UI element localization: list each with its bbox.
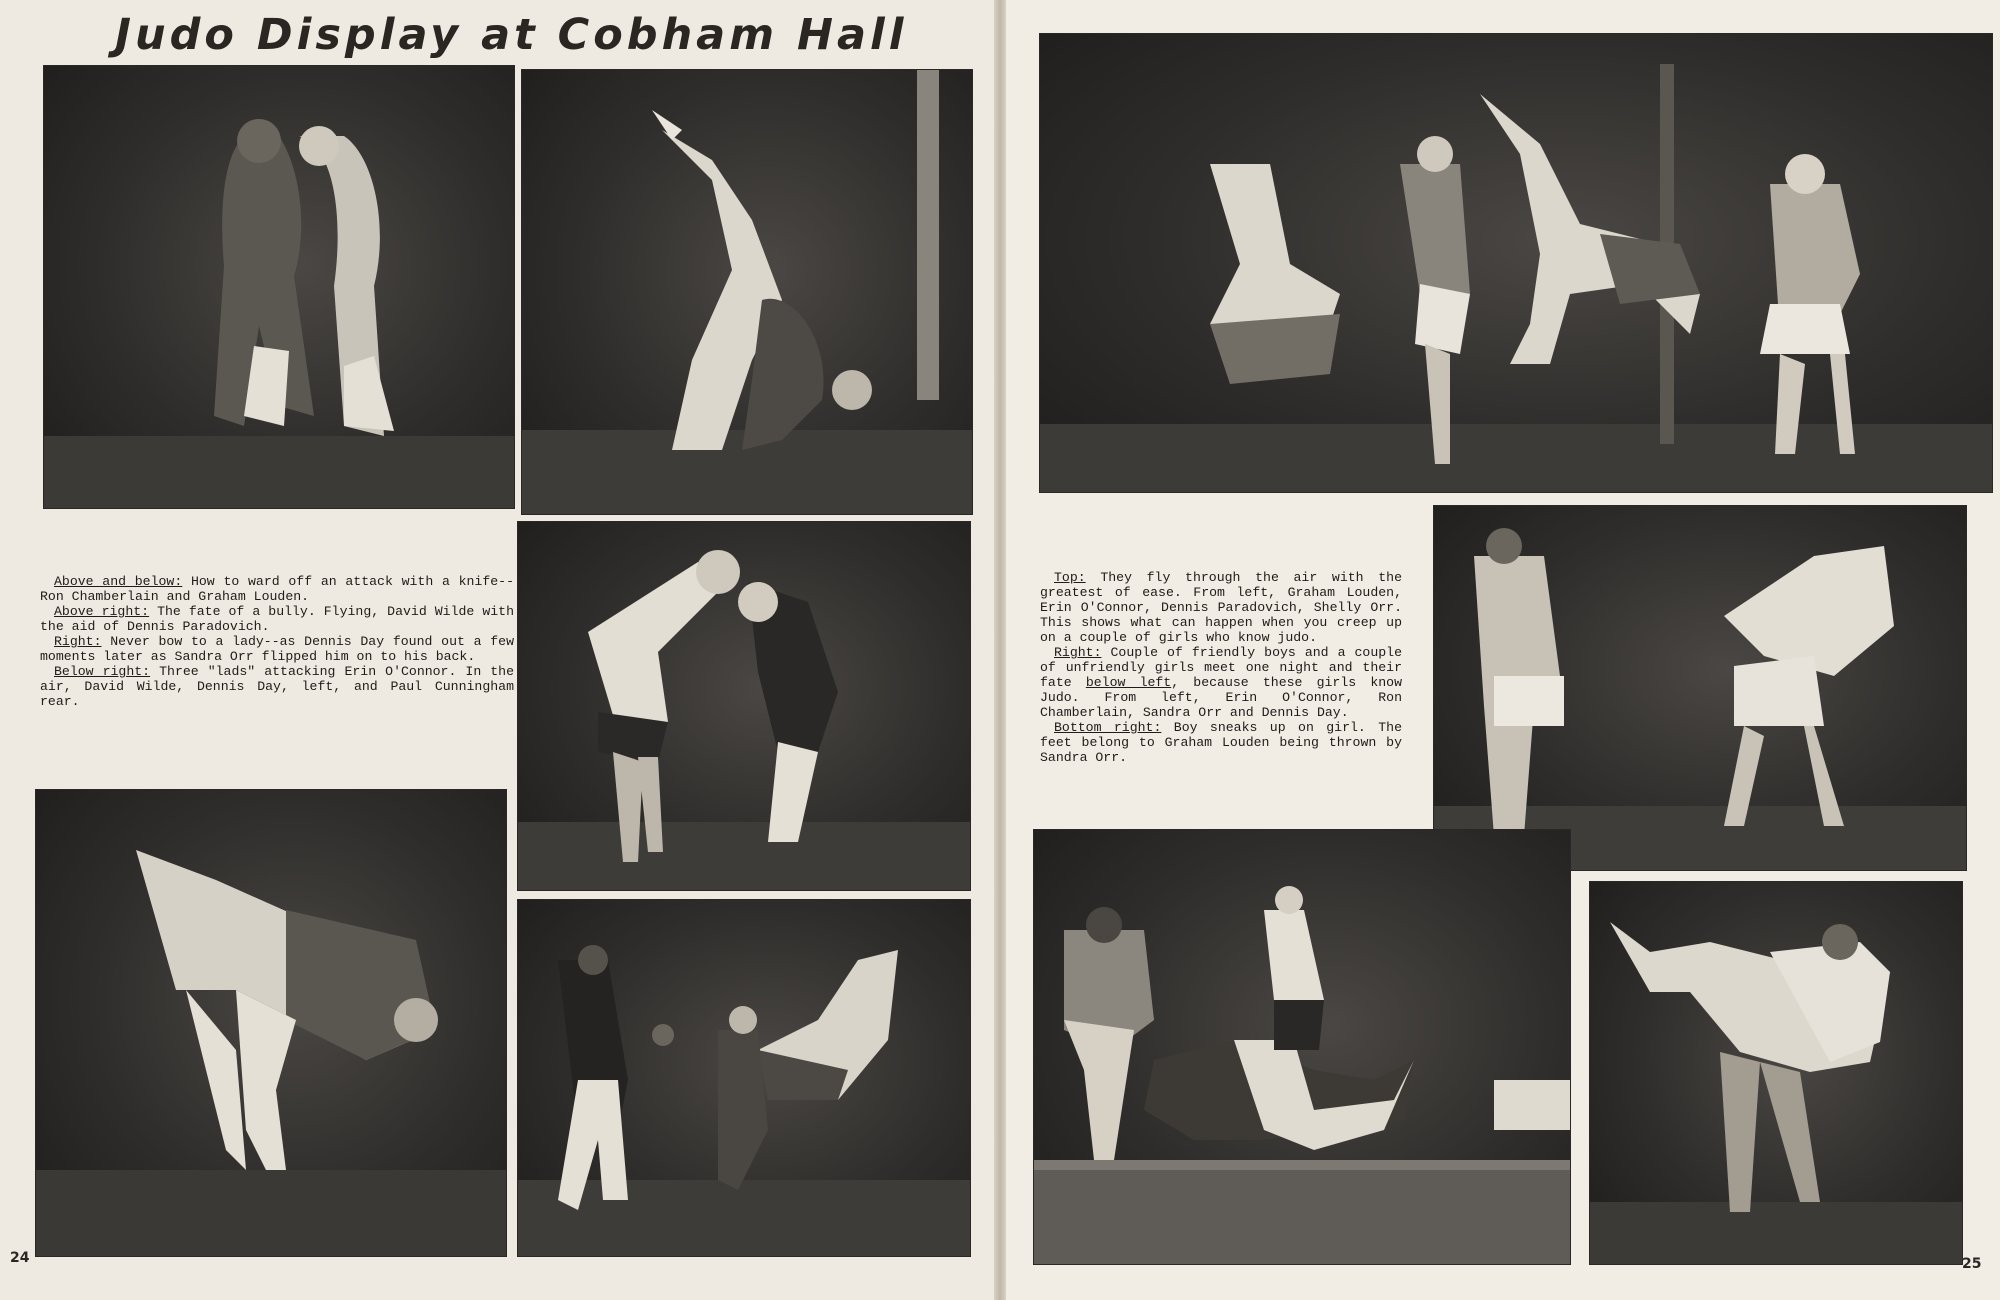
photo-flying-bully (522, 70, 972, 514)
page-number-right: 25 (1962, 1256, 1982, 1272)
page-title: Judo Display at Cobham Hall (115, 10, 908, 60)
caption-paragraph: Above and below: How to ward off an attack with a knife--Ron Chamberlain and Graham Louden. (40, 574, 515, 604)
photo-fly-through-air (1040, 34, 1992, 492)
caption-paragraph: Below right: Three "lads" attacking Erin O'Connor. In the air, David Wilde, Dennis Day, left, and Paul Cunningham rear. (40, 664, 515, 709)
caption-paragraph: Right: Never bow to a lady--as Dennis Day found out a few moments later as Sandra Orr flipped him on to his back. (40, 634, 514, 664)
photo-friendly-boys (1434, 506, 1966, 870)
page-number-left: 24 (10, 1250, 30, 1266)
caption-paragraph: Right: Couple of friendly boys and a couple of unfriendly girls meet one night and their fate below left, because these girls know Judo. From left, Erin O'Connor, Ron Chamberlain, Sandra Orr and Dennis Day. (1040, 645, 1402, 720)
right-caption (1040, 570, 1402, 765)
photo-knife-throw (36, 790, 506, 1256)
page-gutter (994, 0, 1006, 1300)
left-caption (40, 574, 514, 709)
photo-knife-defense (44, 66, 514, 508)
caption-paragraph: Top: They fly through the air with the greatest of ease. From left, Graham Louden, Erin O'Connor, Dennis Paradovich, Shelly Orr. This shows what can happen when you creep up on a couple of girls who know judo. (1040, 570, 1402, 645)
photo-three-lads-attack (518, 900, 970, 1256)
caption-paragraph: Above right: The fate of a bully. Flying, David Wilde with the aid of Dennis Paradovich. (40, 604, 514, 634)
photo-boy-sneaks-up (1590, 882, 1962, 1264)
photo-bow-to-lady (518, 522, 970, 890)
photo-unfriendly-girls (1034, 830, 1570, 1264)
caption-paragraph: Bottom right: Boy sneaks up on girl. The feet belong to Graham Louden being thrown by Sandra Orr. (1040, 720, 1402, 765)
